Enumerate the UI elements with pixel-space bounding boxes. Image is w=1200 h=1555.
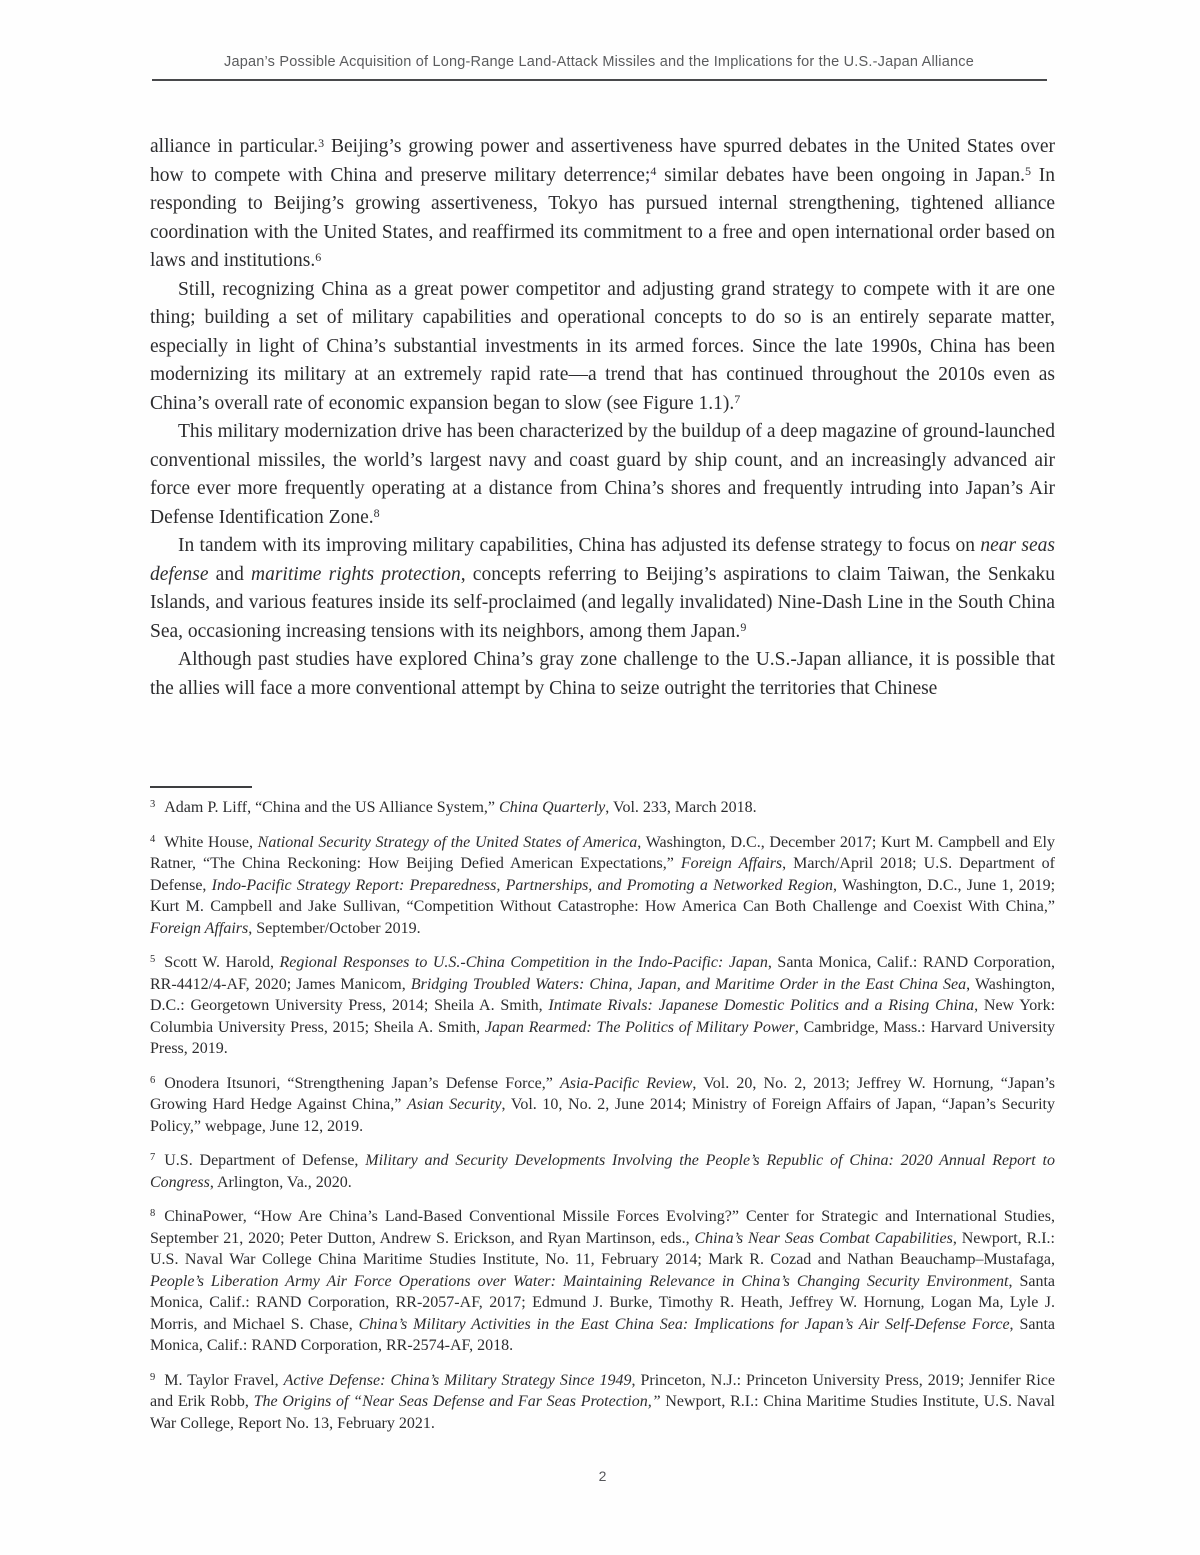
text-run: , Newport, R.I.: U.S. Naval War College China Maritime Studies Institute, No. 11, February 2014; Mark R. Cozad and Nathan Beauchamp–Mustafaga, — [150, 1229, 1055, 1268]
text-run: , Santa Monica, Calif.: RAND Corporation, RR-4412/4-AF, 2020; James Manicom, — [150, 954, 1055, 993]
footnote — [150, 1150, 1055, 1193]
paragraph — [150, 418, 1055, 532]
text-run: M. Taylor Fravel, — [164, 1371, 284, 1389]
italic-text: Asian Security — [407, 1096, 502, 1113]
footnote-marker: 9 — [150, 1371, 156, 1383]
italic-text: China’s Military Activities in the East China Sea: Implications for Japan’s Air Self-Defense Force — [358, 1315, 1010, 1333]
text-run: , Vol. 20, No. 2, 2013; Jeffrey W. Hornung, “Japan’s Growing Hard Hedge Against China,” — [150, 1074, 1056, 1113]
text-run: Newport, R.I.: China Maritime Studies Institute, U.S. Naval War College, Report No. 13, February 2021. — [150, 1393, 1056, 1432]
footnote-marker: 4 — [150, 833, 156, 845]
italic-text: Indo-Pacific Strategy Report: Preparedness, Partnerships, and Promoting a Networked Region — [211, 876, 834, 894]
paragraph — [150, 276, 1055, 419]
text-run: , Vol. 233, March 2018. — [605, 799, 757, 816]
footnote-reference: 3 — [318, 135, 325, 150]
paragraph — [150, 646, 1055, 703]
italic-text: Japan Rearmed: The Politics of Military Power — [484, 1018, 795, 1036]
text-run: In tandem with its improving military capabilities, China has adjusted its defense strategy to focus on — [178, 535, 981, 556]
footnotes — [150, 797, 1055, 1434]
footnote-reference: 4 — [650, 164, 657, 179]
paragraph — [150, 133, 1055, 276]
text-run: Although past studies have explored China’s gray zone challenge to the U.S.-Japan alliance, it is possible that the allies will face a more conventional attempt by China to seize outright the territories that Chinese — [150, 649, 1055, 699]
footnote-marker: 7 — [150, 1152, 156, 1164]
text-run: , Princeton, N.J.: Princeton University Press, 2019; Jennifer Rice and Erik Robb, — [150, 1371, 1056, 1410]
text-run: alliance in particular. — [150, 136, 319, 157]
text-run: U.S. Department of Defense, — [164, 1152, 366, 1169]
footnote — [150, 952, 1055, 1060]
running-head: Japan’s Possible Acquisition of Long-Range Land-Attack Missiles and the Implications for the U.S.-Japan Alliance — [224, 54, 974, 70]
page-number: 2 — [598, 1468, 607, 1484]
text-run: , March/April 2018; U.S. Department of Defense, — [150, 855, 1056, 894]
text-run: In responding to Beijing’s growing assertiveness, Tokyo has pursued internal strengthening, tightened alliance coordination with the United States, and reaffirmed its commitment to a free and open international order based on laws and institutions. — [150, 164, 1055, 271]
text-run: , Washington, D.C., December 2017; Kurt M. Campbell and Ely Ratner, “The China Reckoning: How Beijing Defied American Expectations,” — [150, 833, 1056, 872]
italic-text: The Origins of “Near Seas Defense and Far Seas Protection,” — [253, 1393, 661, 1410]
italic-text: Foreign Affairs — [150, 919, 249, 937]
footnote — [150, 1073, 1055, 1138]
text-run: , Santa Monica, Calif.: RAND Corporation, RR-2574-AF, 2018. — [150, 1315, 1055, 1354]
text-run: similar debates have been ongoing in Japan. — [656, 164, 1026, 186]
italic-text: near seas defense — [150, 535, 1055, 585]
text-run: , Santa Monica, Calif.: RAND Corporation, RR-2057-AF, 2017; Edmund J. Burke, Timothy R. Heath, Jeffrey W. Hornung, Logan Ma, Lyle J. Morris, and Michael S. Chase, — [150, 1272, 1056, 1333]
footnote — [150, 832, 1055, 940]
italic-text: Regional Responses to U.S.-China Competition in the Indo-Pacific: Japan — [279, 954, 768, 971]
text-run: and — [208, 563, 252, 585]
italic-text: National Security Strategy of the United States of America — [257, 833, 638, 851]
footnote-marker: 6 — [150, 1074, 156, 1086]
text-run: , September/October 2019. — [248, 919, 421, 937]
italic-text: China Quarterly — [499, 799, 606, 816]
text-run: , Cambridge, Mass.: Harvard University Press, 2019. — [150, 1018, 1056, 1057]
footnote-marker: 8 — [150, 1208, 156, 1220]
italic-text: Foreign Affairs — [680, 855, 783, 872]
text-run: , Arlington, Va., 2020. — [209, 1173, 352, 1191]
footnote-reference: 6 — [315, 249, 322, 264]
text-run: Beijing’s growing power and assertiveness have spurred debates in the United States over how to compete with China and preserve military deterrence; — [150, 136, 1055, 186]
header-rule — [152, 79, 1047, 81]
text-run: , Vol. 10, No. 2, June 2014; Ministry of Foreign Affairs of Japan, “Japan’s Security Policy,” webpage, June 12, 2019. — [150, 1096, 1055, 1135]
footnote — [150, 1370, 1055, 1435]
footnote-reference: 7 — [734, 392, 741, 407]
body-text — [150, 133, 1055, 703]
italic-text: Intimate Rivals: Japanese Domestic Politics and a Rising China — [548, 997, 975, 1014]
text-run: This military modernization drive has been characterized by the buildup of a deep magazine of ground-launched conventional missiles, the world’s largest navy and coast guard by ship count, and an increasingly advanced air force ever more frequently operating at a distance from China’s shores and frequently intruding into Japan’s Air Defense Identification Zone. — [150, 421, 1055, 528]
text-run: , Washington, D.C., June 1, 2019; Kurt M. Campbell and Jake Sullivan, “Competition Without Catastrophe: How America Can Both Challenge and Coexist With China,” — [150, 876, 1056, 915]
footnote-marker: 5 — [150, 954, 156, 966]
paragraph — [150, 532, 1055, 646]
footnote — [150, 1206, 1055, 1357]
text-run: White House, — [164, 833, 258, 851]
italic-text: China’s Near Seas Combat Capabilities — [694, 1229, 953, 1247]
text-run: ChinaPower, “How Are China’s Land-Based Conventional Missile Forces Evolving?” Center for Strategic and International Studies, September 21, 2020; Peter Dutton, Andrew S. Erickson, and Ryan Martinson, eds., — [150, 1208, 1055, 1247]
text-run: , concepts referring to Beijing’s aspirations to claim Taiwan, the Senkaku Islands, and various features inside its self-proclaimed (and legally invalidated) Nine-Dash Line in the South China Sea, occasioning increasing tensions with its neighbors, among them Japan. — [150, 563, 1056, 642]
footnote-reference: 8 — [373, 506, 380, 521]
footnote-marker: 3 — [150, 799, 156, 811]
text-run: , Washington, D.C.: Georgetown University Press, 2014; Sheila A. Smith, — [150, 975, 1056, 1014]
text-run: Onodera Itsunori, “Strengthening Japan’s Defense Force,” — [164, 1074, 560, 1092]
italic-text: Asia-Pacific Review — [559, 1074, 693, 1092]
italic-text: maritime rights protection — [251, 563, 461, 585]
italic-text: Active Defense: China’s Military Strategy Since 1949 — [283, 1371, 632, 1389]
text-run: Still, recognizing China as a great power competitor and adjusting grand strategy to compete with it are one thing; building a set of military capabilities and operational concepts to do so is an entirely separate matter, especially in light of China’s substantial investments in its armed forces. Since the late 1990s, China has been modernizing its military at an extremely rapid rate—a trend that has continued throughout the 2010s even as China’s overall rate of economic expansion began to slow (see Figure 1.1). — [150, 278, 1055, 414]
italic-text: Bridging Troubled Waters: China, Japan, and Maritime Order in the East China Sea — [410, 975, 967, 993]
footnote-reference: 5 — [1025, 164, 1032, 179]
footnote-separator — [150, 786, 252, 788]
italic-text: People’s Liberation Army Air Force Operations over Water: Maintaining Relevance in China’s Changing Security Environment — [150, 1272, 1009, 1290]
text-run: Adam P. Liff, “China and the US Alliance System,” — [164, 799, 500, 816]
footnote-reference: 9 — [740, 620, 747, 635]
text-run: Scott W. Harold, — [164, 954, 280, 971]
text-run: , New York: Columbia University Press, 2015; Sheila A. Smith, — [150, 997, 1056, 1036]
footnote — [150, 797, 1055, 819]
italic-text: Military and Security Developments Involving the People’s Republic of China: 2020 Annual Report to Congress — [150, 1152, 1056, 1191]
